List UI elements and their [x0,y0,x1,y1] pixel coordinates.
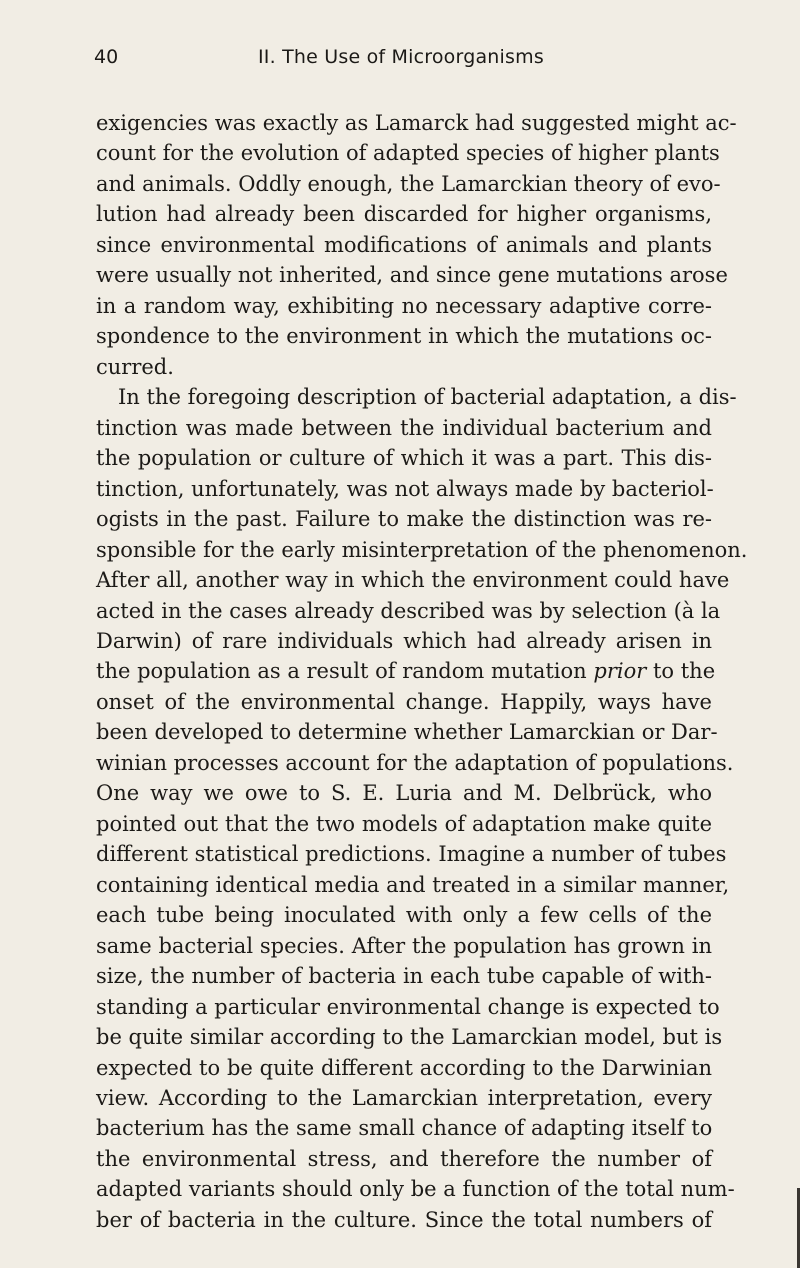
text-line: been developed to determine whether Lamarckian or Dar- [96,720,718,745]
text-line: count for the evolution of adapted species of higher plants [96,141,720,166]
text-line: sponsible for the early misinterpretation of the phenomenon. [96,537,748,562]
text-line: same bacterial species. After the population has grown in [96,933,712,958]
body-text [96,108,748,1235]
paragraph-1 [96,108,737,382]
emphasis-prior: prior [593,659,647,684]
text-line: size, the number of bacteria in each tube capable of with- [96,964,712,989]
text-line: the environmental stress, and therefore the number of [96,1146,712,1171]
text-line: ogists in the past. Failure to make the distinction was re- [96,507,712,532]
text-line-with-emphasis [96,656,716,686]
text-line: expected to be quite different according to the Darwinian [96,1055,712,1080]
text-line: winian processes account for the adaptation of populations. [96,750,734,775]
text-line: were usually not inherited, and since gene mutations arose [96,263,728,288]
text-line: bacterium has the same small chance of adapting itself to [96,1116,713,1141]
text-segment: the population as a result of random mutation [96,659,587,684]
text-line: exigencies was exactly as Lamarck had suggested might ac- [96,111,737,135]
text-line: tinction was made between the individual bacterium and [96,415,712,440]
text-line: acted in the cases already described was by selection (à la [96,598,721,623]
text-line: the population or culture of which it was a part. This dis- [96,446,712,471]
text-segment: to the [652,659,716,684]
text-line: In the foregoing description of bacterial adaptation, a dis- [118,385,737,410]
text-line: and animals. Oddly enough, the Lamarckian theory of evo- [96,171,721,196]
text-line: different statistical predictions. Imagine a number of tubes [96,842,727,867]
text-line: tinction, unfortunately, was not always made by bacteriol- [96,476,714,501]
text-line: be quite similar according to the Lamarckian model, but is [96,1025,723,1050]
running-head: II. The Use of Microorganisms [258,46,544,68]
text-line: pointed out that the two models of adaptation make quite [96,811,712,836]
text-line: One way we owe to S. E. Luria and M. Delbrück, who [96,781,712,806]
text-line: standing a particular environmental change is expected to [96,994,720,1019]
page-header [94,46,714,80]
text-line: adapted variants should only be a function of the total num- [96,1177,735,1202]
text-line: view. According to the Lamarckian interpretation, every [96,1086,712,1110]
text-line: each tube being inoculated with only a few cells of the [96,903,712,928]
text-line: in a random way, exhibiting no necessary adaptive corre- [96,293,712,318]
page-number: 40 [94,46,119,68]
paragraph-2 [96,382,748,1235]
text-line: containing identical media and treated in a similar manner, [96,872,730,897]
text-line: since environmental modifications of animals and plants [96,232,712,257]
text-line: spondence to the environment in which the mutations oc- [96,324,712,349]
text-line: curred. [96,354,174,379]
text-line: onset of the environmental change. Happily, ways have [96,689,712,714]
text-line: Darwin) of rare individuals which had already arisen in [96,628,712,653]
text-line: ber of bacteria in the culture. Since the total numbers of [96,1207,712,1232]
text-line: lution had already been discarded for higher organisms, [96,202,712,227]
text-line: After all, another way in which the environment could have [96,568,730,593]
